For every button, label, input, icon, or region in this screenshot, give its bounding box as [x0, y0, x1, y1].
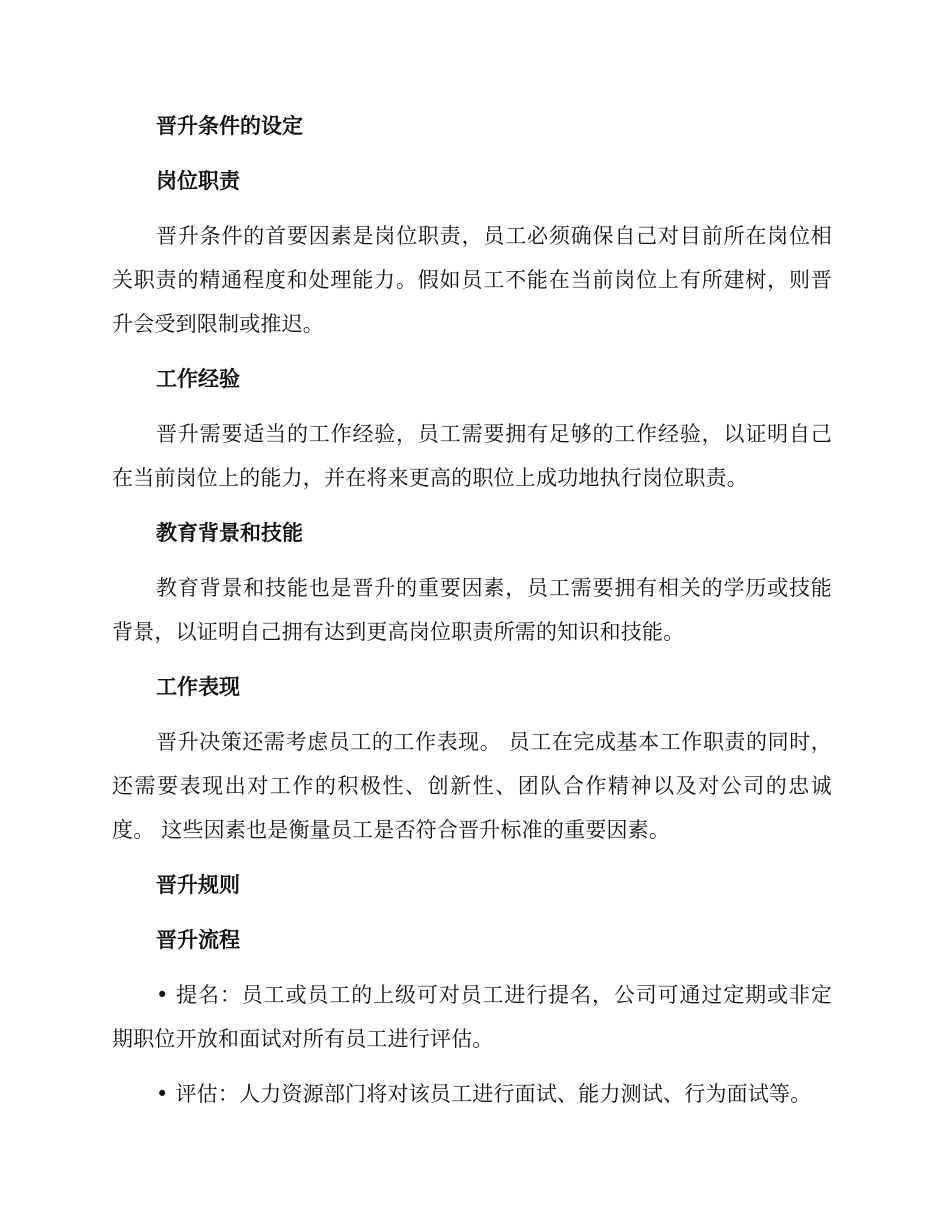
section-heading-job-duties: 岗位职责 [156, 169, 240, 193]
document-page [112, 104, 832, 1127]
section-heading-work-performance: 工作表现 [156, 675, 240, 699]
section-heading-education-skills: 教育背景和技能 [156, 521, 303, 545]
section-heading-promotion-conditions: 晋升条件的设定 [156, 114, 303, 138]
paragraph-job-duties: 晋升条件的首要因素是岗位职责，员工必须确保自己对目前所在岗位相关职责的精通程度和处理能力。假如员工不能在当前岗位上有所建树，则晋升会受到限制或推迟。 [112, 224, 832, 336]
paragraph-education-skills: 教育背景和技能也是晋升的重要因素，员工需要拥有相关的学历或技能背景，以证明自己拥有达到更高岗位职责所需的知识和技能。 [112, 576, 832, 644]
section-heading-promotion-process: 晋升流程 [156, 928, 240, 952]
list-item-evaluation: • 评估：人力资源部门将对该员工进行面试、能力测试、行为面试等。 [156, 1082, 812, 1106]
section-heading-promotion-rules: 晋升规则 [156, 873, 240, 897]
section-heading-work-experience: 工作经验 [156, 367, 240, 391]
paragraph-work-experience: 晋升需要适当的工作经验，员工需要拥有足够的工作经验，以证明自己在当前岗位上的能力，并在将来更高的职位上成功地执行岗位职责。 [112, 422, 832, 490]
list-item-nomination: • 提名：员工或员工的上级可对员工进行提名，公司可通过定期或非定期职位开放和面试对所有员工进行评估。 [112, 983, 832, 1051]
paragraph-work-performance: 晋升决策还需考虑员工的工作表现。 员工在完成基本工作职责的同时，还需要表现出对工作的积极性、创新性、团队合作精神以及对公司的忠诚度。 这些因素也是衡量员工是否符合晋升标准的重要因素。 [112, 730, 832, 842]
